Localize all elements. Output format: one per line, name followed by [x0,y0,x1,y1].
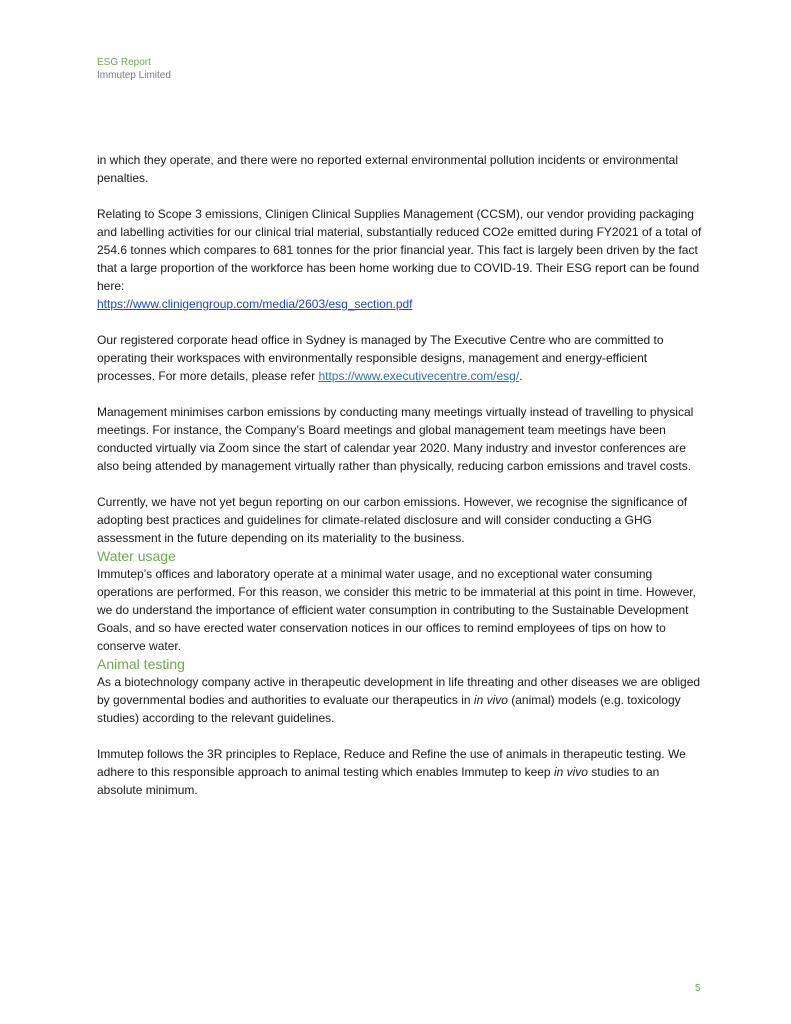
head-office-end: . [519,369,523,383]
paragraph-pollution: in which they operate, and there were no reported external environmental pollution incidents or environmental penalties. [97,153,679,185]
paragraph-3r-principles [97,745,705,799]
paragraph-head-office [97,331,705,385]
heading-water-usage: Water usage [97,548,176,564]
paragraph-virtual-meetings: Management minimises carbon emissions by conducting many meetings virtually instead of travelling to physical meetings. For instance, the Company’s Board meetings and global management team meetings have been conducted virtually via Zoom since the start of calendar year 2020. Many industry and investor conferences are also being attended by management virtually rather than physically, reducing carbon emissions and travel costs. [97,405,694,473]
in-vivo-term-2: in vivo [553,765,588,779]
animal-obligation-text-end: (animal) models (e.g. toxicology studies) according to the relevant guidelines. [97,693,681,725]
paragraph-water-usage: Immutep’s offices and laboratory operate at a minimal water usage, and no exceptional water consuming operations are performed. For this reason, we consider this metric to be immaterial at this point in time. However, we do understand the importance of efficient water consumption in contributing to the Sustainable Development Goals, and so have erected water conservation notices in our offices to remind employees of tips on how to conserve water. [97,567,696,653]
in-vivo-term: in vivo [473,693,508,707]
page-header [97,56,171,82]
clinigen-esg-link[interactable]: https://www.clinigengroup.com/media/2603/esg_section.pdf [97,297,413,311]
3r-text: Immutep follows the 3R principles to Replace, Reduce and Refine the use of animals in therapeutic testing. We adhere to this responsible approach to animal testing which enables Immutep to keep [97,747,686,779]
executive-centre-link[interactable]: https://www.executivecentre.com/esg/ [318,369,520,383]
paragraph-animal-obligation [97,673,705,727]
report-title: ESG Report [97,57,151,68]
page-number: 5 [695,983,701,994]
paragraph-scope3 [97,205,705,313]
scope3-text: Relating to Scope 3 emissions, Clinigen Clinical Supplies Management (CCSM), our vendor providing packaging and labelling activities for our clinical trial material, substantially reduced CO2e emitted during FY2021 of a total of 254.6 tonnes which compares to 681 tonnes for the prior financial year. This fact is largely been driven by the fact that a large proportion of the workforce has been home working due to COVID-19. Their ESG report can be found here: [97,207,702,293]
company-name: Immutep Limited [97,70,171,81]
document-body [97,151,705,799]
paragraph-carbon-reporting: Currently, we have not yet begun reporting on our carbon emissions. However, we recognise the significance of adopting best practices and guidelines for climate-related disclosure and will consider conducting a GHG assessment in the future depending on its materiality to the business. [97,495,688,545]
heading-animal-testing: Animal testing [97,656,185,672]
head-office-text: Our registered corporate head office in Sydney is managed by The Executive Centre who are committed to operating their workspaces with environmentally responsible designs, management and energy-efficient processes. For more details, please refer [97,333,664,383]
animal-obligation-text: As a biotechnology company active in therapeutic development in life threating and other diseases we are obliged by governmental bodies and authorities to evaluate our therapeutics in [97,675,701,707]
3r-text-end: studies to an absolute minimum. [97,765,660,797]
